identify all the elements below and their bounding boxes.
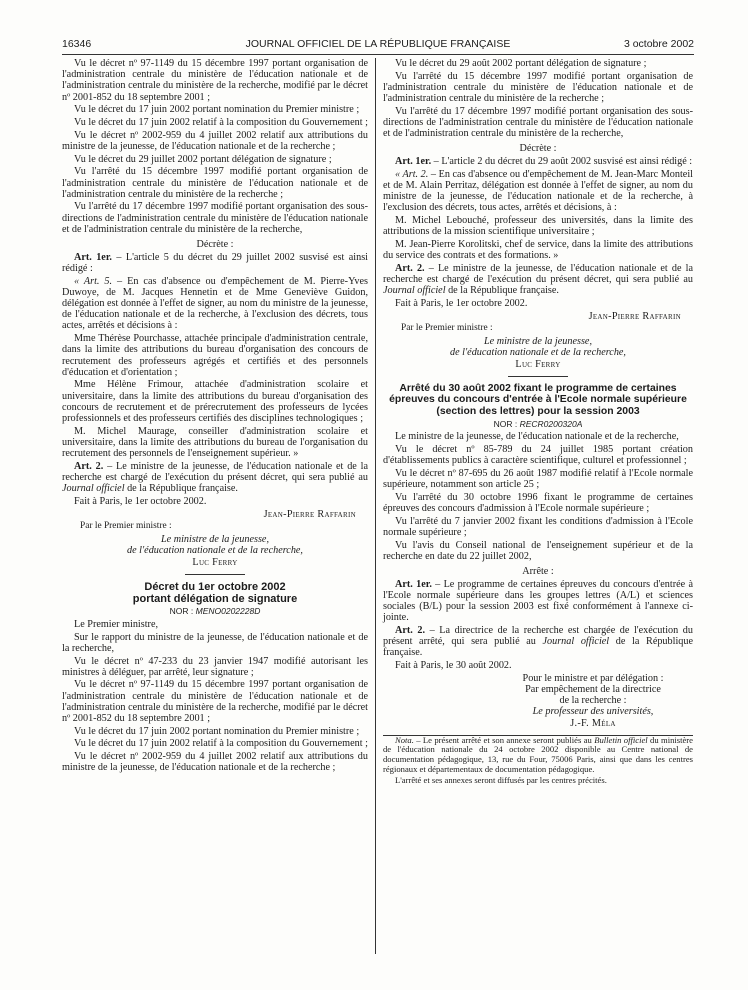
visa-paragraph: Vu le décret nº 97-1149 du 15 décembre 1997 portant organisation de l'administration centrale du ministère de l'éducation nationale et de l'administration centrale du ministère de la recherche, modifié par le décret nº 2001-852 du 18 septembre 2001 ; [62,58,368,103]
section-separator [185,574,245,575]
page-number: 16346 [62,38,92,50]
article-1 [383,579,693,624]
column-divider [375,58,376,954]
article-1 [62,252,368,274]
visa-paragraph: Vu le décret nº 97-1149 du 15 décembre 1997 portant organisation de l'administration centrale du ministère de l'éducation nationale et de l'administration centrale du ministère de la recherche, modifié par le décret nº 2001-852 du 18 septembre 2001 ; [62,679,368,725]
article-label: « Art. 2. [395,168,429,180]
article-label: Art. 2. [395,262,425,274]
minister-title: Le ministre de la jeunesse, [161,534,269,546]
visa-paragraph: Vu le décret du 17 juin 2002 portant nomination du Premier ministre ; [74,104,360,116]
article-text: de la République française. [445,285,559,297]
decree-title: portant délégation de signature [132,592,298,605]
note-text: du ministère de l'éducation nationale du 24 octobre 2002 disponible au Centre national de documentation pédagogique, 13, rue du Four, 75006 Paris, ainsi que dans les centres régionaux et départementaux de documentation pédagogique. [383,734,693,774]
article-label: Art. 1er. [395,578,432,590]
visa-paragraph: Vu le décret nº 47-233 du 23 janvier 1947 modifié autorisant les ministres à déléguer, par arrêté, leur signature ; [62,655,368,678]
signature-line: de la recherche : [559,695,627,707]
delegate-paragraph: Mme Thérèse Pourchasse, attachée principale d'administration centrale, dans la limite des attributions du bureau d'organisation des concours de recrutement des professeurs agrégés et certifiés et des personnels d'éducation et d'orientation ; [62,333,368,378]
visa-paragraph: Vu le décret nº 85-789 du 24 juillet 1985 portant création d'établissements publics à caractère scientifique, culturel et professionnel ; [383,443,693,467]
article-text: – En cas d'absence ou d'empêchement de M. Pierre-Yves Duwoye, de M. Jacques Hennetin et de Mme Geneviève Guidon, délégation est donnée à l'effet de signer, au nom du ministre de la jeunesse, de l'éducation nationale et de la recherche, à l'exclusion des décrets, tous actes, arrêtés et décisions à : [62,275,368,332]
done-at: Fait à Paris, le 1er octobre 2002. [395,298,528,310]
journal-officiel-ref: Journal officiel [542,636,610,648]
bulletin-officiel-ref: Bulletin officiel [594,734,648,745]
signature-line: Le professeur des universités, [532,706,654,718]
minister-name: Luc Ferry [515,358,561,370]
article-label: Art. 2. [395,624,426,636]
visa-paragraph: Sur le rapport du ministre de la jeunesse, de l'éducation nationale et de la recherche, [62,631,368,654]
nor-reference [383,419,693,430]
article-text: – L'article 2 du décret du 29 août 2002 susvisé est ainsi rédigé : [431,156,693,168]
visa-paragraph: Vu l'arrêté du 15 décembre 1997 modifié portant organisation de l'administration centrale du ministère de l'éducation nationale et de l'administration centrale du ministère de la recherche ; [62,166,368,200]
minister-title: de l'éducation nationale et de la recherche, [450,347,626,359]
article-2 [62,461,368,495]
delegate-paragraph: Mme Hélène Frimour, attachée d'administration scolaire et universitaire, dans la limite des attributions du bureau d'organisation des concours de recrutement et de prérecrutement des professeurs de lycées professionnels et des professeurs certifiés des disciplines technologiques ; [62,379,368,425]
journal-officiel-ref: Journal officiel [383,285,446,297]
article-text: – En cas d'absence ou d'empêchement de M. Jean-Marc Monteil et de M. Alain Perritaz, délégation est donnée à l'effet de signer, au nom du ministre de la jeunesse, de l'éducation nationale et de la recherche, à l'exclusion des décrets, tous actes, arrêtés et décisions, à : [383,168,693,214]
note-text: – Le présent arrêté et son annexe seront publiés au [413,734,595,745]
signer-name: Jean-Pierre Raffarin [588,310,681,322]
arrete-title: Arrêté du 30 août 2002 fixant le programme de certaines épreuves du concours d'entrée à l'Ecole normale supérieure (section des lettres) pour la session 2003 [389,382,687,417]
left-column [62,58,368,775]
minister-name: Luc Ferry [192,556,238,568]
article-text: – Le ministre de la jeunesse, de l'éducation nationale et de la recherche est chargé de l'exécution du présent décret, qui sera publié au [62,460,368,484]
signature-line: Par empêchement de la directrice [525,683,661,695]
visa-paragraph: Vu l'arrêté du 15 décembre 1997 modifié portant organisation de l'administration centrale du ministère de l'éducation nationale et de l'administration centrale du ministère de la recherche ; [383,70,693,105]
article-text: – La directrice de la recherche est chargée de l'exécution du présent arrêté, qui sera publié au [383,624,693,648]
signature-block [383,673,693,729]
article-2-quote [383,169,693,214]
visa-paragraph: Le ministre de la jeunesse, de l'éducation nationale et de la recherche, [395,431,679,443]
article-2 [383,263,693,297]
nor-code: RECR0200320A [519,418,583,429]
right-column [383,58,693,787]
delegate-paragraph: M. Michel Maurage, conseiller d'administration scolaire et universitaire, dans la limite des attributions du bureau de l'organisation du recrutement des personnels de l'enseignement supérieur. » [62,425,368,460]
visa-paragraph: Vu le décret du 29 juillet 2002 portant délégation de signature ; [74,153,332,165]
decree-title: Décret du 1er octobre 2002 [144,580,286,593]
signature-line: Pour le ministre et par délégation : [522,672,664,684]
visa-paragraph: Vu l'arrêté du 17 décembre 1997 modifié portant organisation des sous-directions de l'administration centrale du ministère de l'éducation nationale et de l'administration centrale du ministère de la recherche, [62,201,368,235]
minister-title: de l'éducation nationale et de la recherche, [127,545,303,557]
visa-paragraph: Vu le décret nº 2002-959 du 4 juillet 2002 relatif aux attributions du ministre de la jeunesse, de l'éducation nationale et de la recherche ; [62,751,368,774]
visa-paragraph: Vu l'arrêté du 17 décembre 1997 modifié portant organisation des sous-directions de l'administration centrale du ministère de l'éducation nationale et de l'administration centrale du ministère de la recherche, [383,105,693,140]
visa-paragraph: Le Premier ministre, [74,618,159,630]
visa-paragraph: Vu le décret nº 2002-959 du 4 juillet 2002 relatif aux attributions du ministre de la jeunesse, de l'éducation nationale et de la recherche ; [62,129,368,152]
article-1 [383,156,693,167]
by-prime-minister: Par le Premier ministre : [401,323,493,334]
article-text: – Le programme de certaines épreuves du concours d'entrée à l'Ecole normale supérieure dans les groupes lettres (A/L) et sciences sociales (B/L) pour la session 2003 est fixé conformément à l'annexe ci-jointe. [383,578,693,624]
nor-label: NOR : [493,418,520,429]
visa-paragraph: Vu le décret du 17 juin 2002 relatif à la composition du Gouvernement ; [74,738,368,750]
article-5-quote [62,276,368,332]
signer-name: Jean-Pierre Raffarin [263,508,356,520]
article-label: Art. 2. [74,460,104,472]
done-at: Fait à Paris, le 30 août 2002. [395,660,512,672]
minister-title: Le ministre de la jeunesse, [484,336,592,348]
visa-paragraph: Vu le décret du 17 juin 2002 portant nomination du Premier ministre ; [74,725,360,737]
page-header [62,38,694,52]
arrete-heading: Arrête : [522,565,554,577]
visa-paragraph: Vu l'arrêté du 7 janvier 2002 fixant les conditions d'admission à l'Ecole normale supérieure ; [383,515,693,538]
distribution-note: L'arrêté et ses annexes seront diffusés par les centres précités. [395,774,607,785]
decrete-heading: Décrète : [196,239,234,251]
issue-date: 3 octobre 2002 [623,38,694,50]
delegate-paragraph: M. Jean-Pierre Korolitski, chef de service, dans la limite des attributions du service des contrats et des formations. » [383,239,693,262]
by-prime-minister: Par le Premier ministre : [80,521,172,532]
visa-paragraph: Vu le décret nº 87-695 du 26 août 1987 modifié relatif à l'Ecole normale supérieure, notamment son article 25 ; [383,467,693,491]
visa-paragraph: Vu l'avis du Conseil national de l'enseignement supérieur et de la recherche en date du 22 juillet 2002, [383,539,693,562]
section-separator [508,376,568,377]
article-label: « Art. 5. [74,275,113,287]
nor-code: MENO0202228D [195,606,261,617]
nor-reference [62,606,368,617]
note-label: Nota. [395,734,414,745]
nota-note [383,736,693,774]
header-rule [62,54,694,55]
delegate-paragraph: M. Michel Lebouché, professeur des universités, dans la limite des attributions de la mission scientifique universitaire ; [383,215,693,238]
article-text: de la République française. [383,636,693,659]
visa-paragraph: Vu le décret du 17 juin 2002 relatif à la composition du Gouvernement ; [74,117,368,129]
signatory-name: J.-F. Méla [570,717,616,729]
visa-paragraph: Vu l'arrêté du 30 octobre 1996 fixant le programme de certaines épreuves des concours d'admission à l'Ecole normale supérieure ; [383,491,693,514]
nor-label: NOR : [169,606,196,617]
article-text: – L'article 5 du décret du 29 juillet 2002 susvisé est ainsi rédigé : [62,251,368,274]
journal-title: JOURNAL OFFICIEL DE LA RÉPUBLIQUE FRANÇAISE [245,38,511,50]
article-label: Art. 1er. [74,251,112,263]
article-text: de la République française. [124,483,238,495]
article-label: Art. 1er. [395,156,432,168]
done-at: Fait à Paris, le 1er octobre 2002. [74,496,207,508]
decrete-heading: Décrète : [519,143,557,155]
article-2 [383,625,693,659]
article-text: – Le ministre de la jeunesse, de l'éducation nationale et de la recherche est chargé de l'exécution du présent décret, qui sera publié au [383,262,693,286]
visa-paragraph: Vu le décret du 29 août 2002 portant délégation de signature ; [395,58,647,69]
journal-officiel-ref: Journal officiel [62,483,125,495]
